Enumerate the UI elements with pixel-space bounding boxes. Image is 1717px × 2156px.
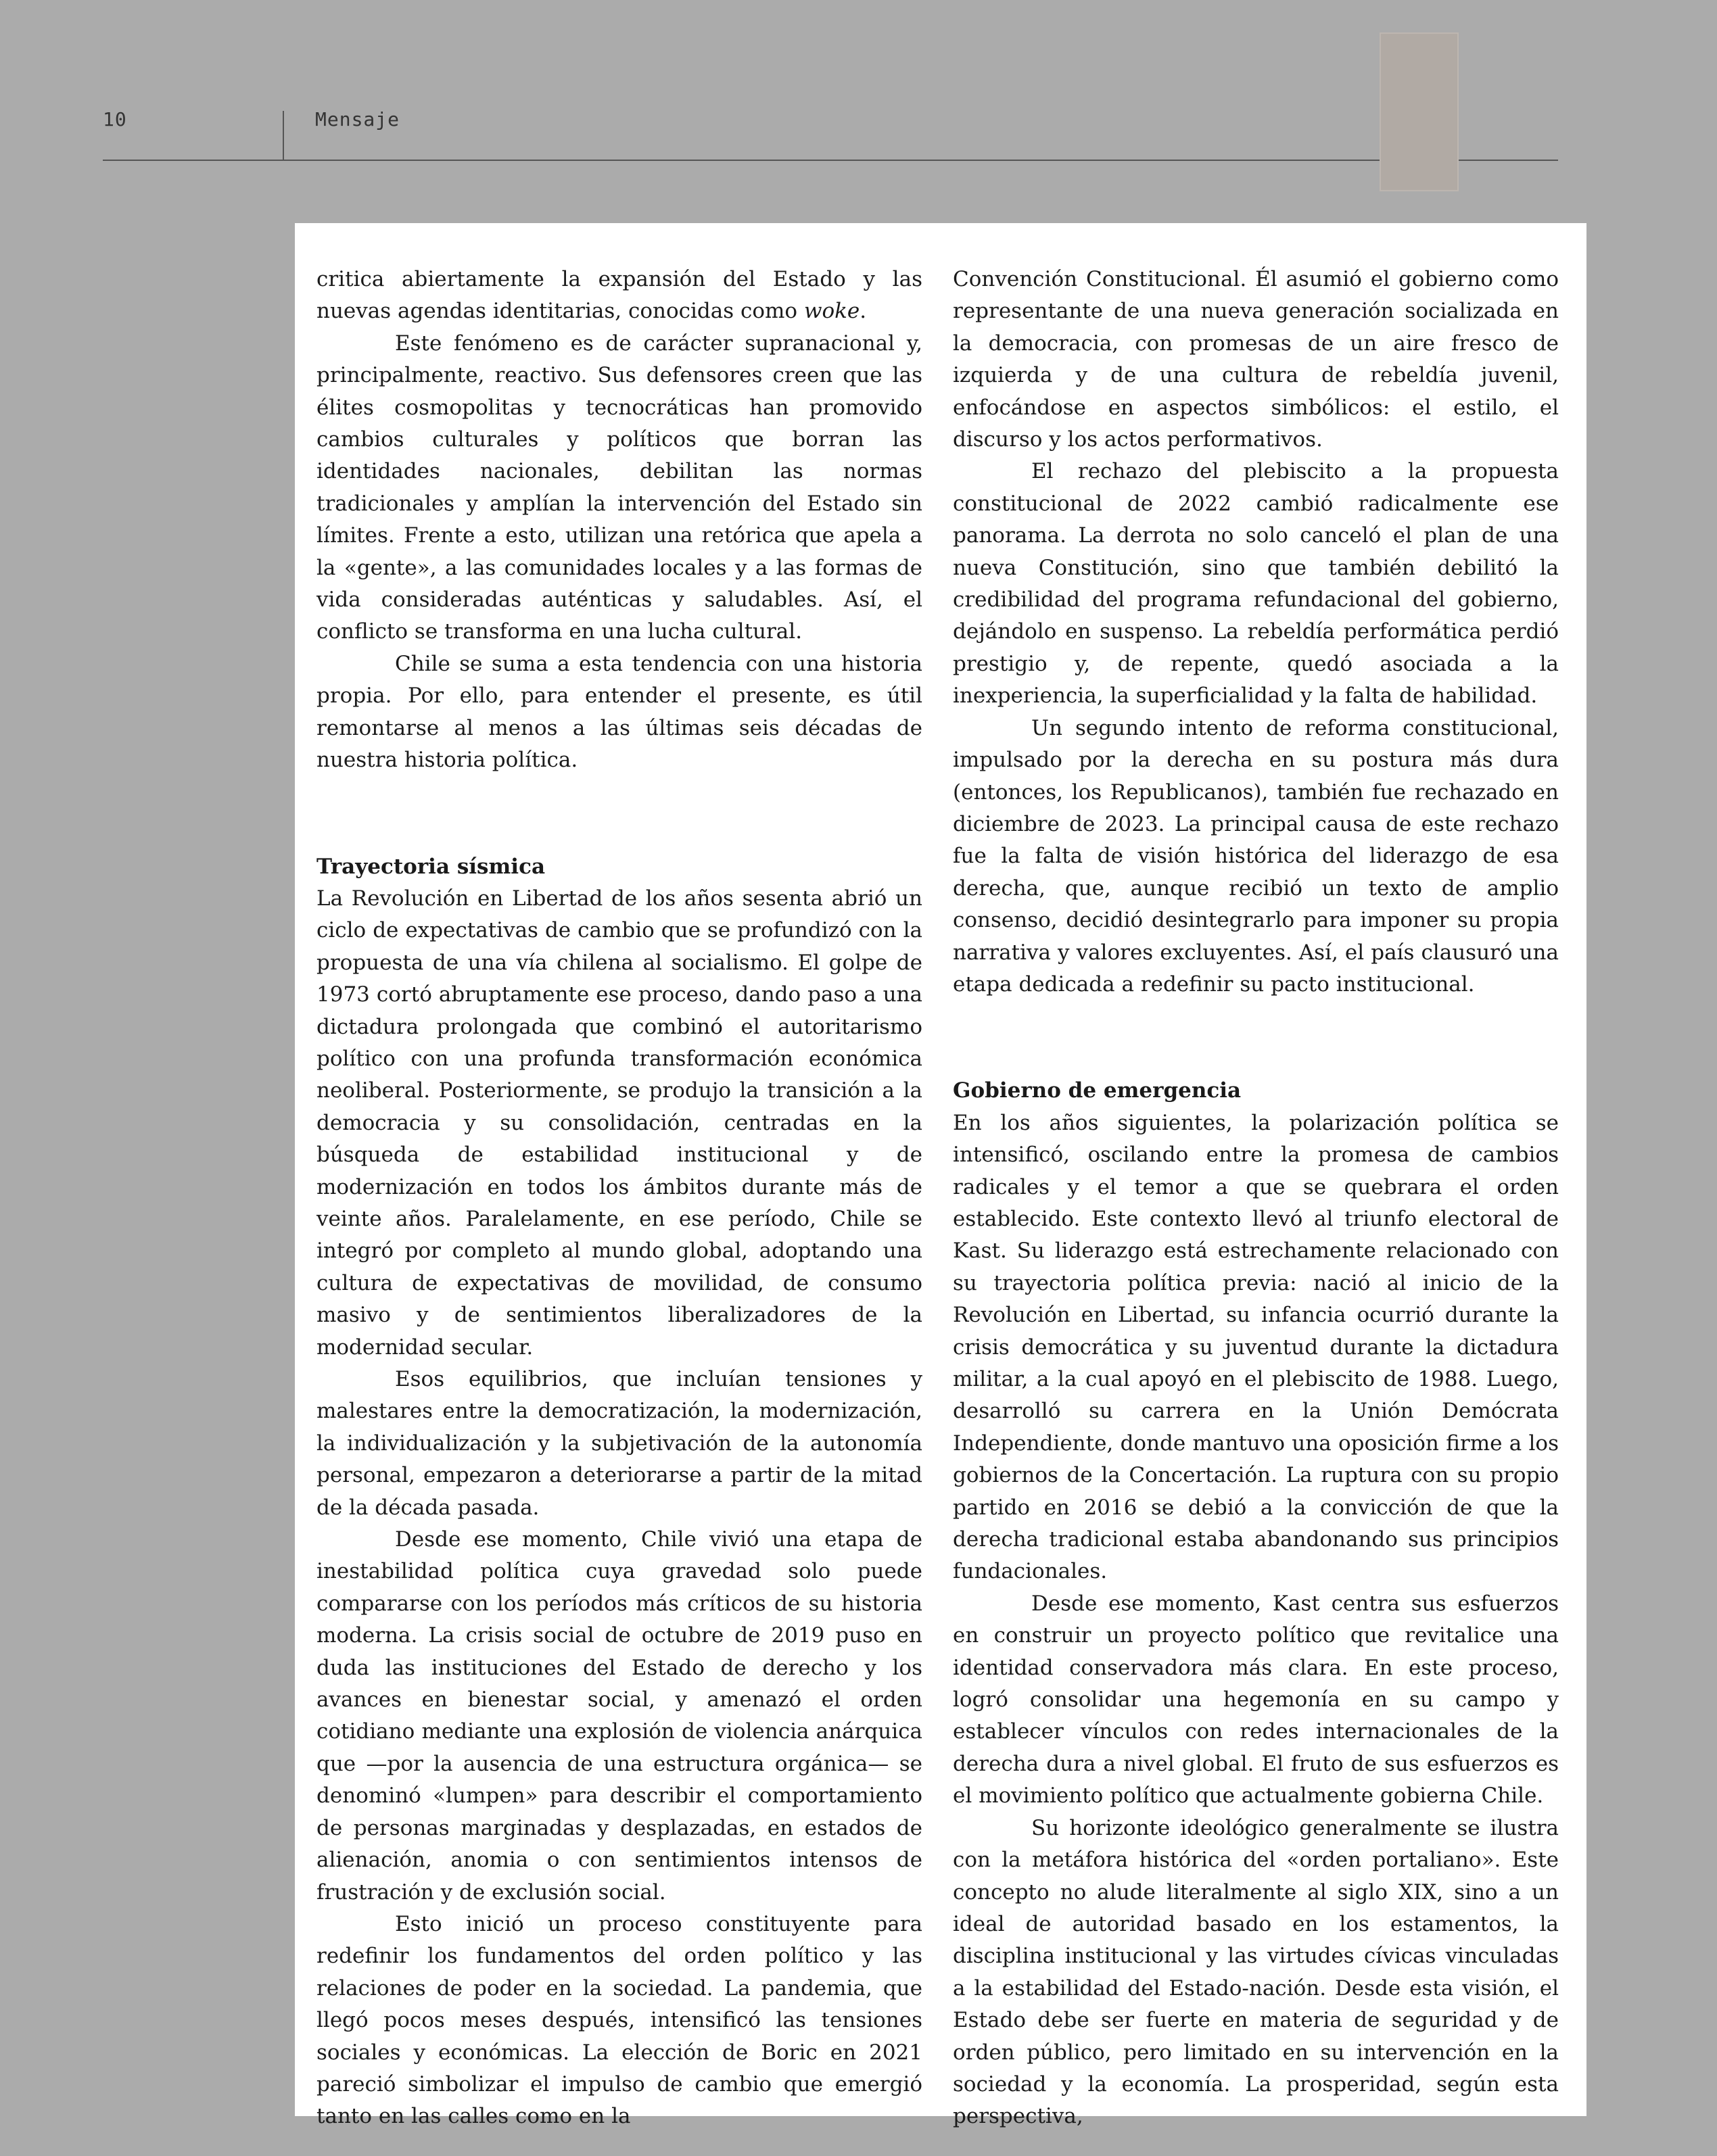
paragraph: Esto inició un proceso constituyente para redefinir los fundamentos del orden político y las relaciones de poder en la sociedad. La pandemia, que llegó pocos meses después, intensificó las tensiones sociales y económicas. La elección de Boric en 2021 pareció simbolizar el impulso de cambio que emergió tanto en las calles como en la [316, 1911, 922, 2129]
left-column [316, 264, 922, 2133]
section-heading: Trayectoria sísmica [316, 854, 546, 879]
header-rule [103, 160, 1558, 161]
paragraph: Esos equilibrios, que incluían tensiones y malestares entre la democratización, la modernización, la individualización y la subjetivación de la autonomía personal, empezaron a deteriorarse a partir de la mitad de la década pasada. [316, 1367, 922, 1520]
header-divider [283, 111, 284, 161]
paragraph: Desde ese momento, Chile vivió una etapa de inestabilidad política cuya gravedad solo puede compararse con los períodos más críticos de su historia moderna. La crisis social de octubre de 2019 puso en duda las instituciones del Estado de derecho y los avances en bienestar social, y amenazó el orden cotidiano mediante una explosión de violencia anárquica que —por la ausencia de una estructura orgánica— se denominó «lumpen» para describir el comportamiento de personas marginadas y desplazadas, en estados de alienación, anomia o con sentimientos intensos de frustración y de exclusión social. [316, 1527, 922, 1905]
paragraph: Este fenómeno es de carácter supranacional y, principalmente, reactivo. Sus defensores creen que las élites cosmopolitas y tecnocráticas han promovido cambios culturales y políticos que borran las identidades nacionales, debilitan las normas tradicionales y amplían la intervención del Estado sin límites. Frente a esto, utilizan una retórica que apela a la «gente», a las comunidades locales y a las formas de vida consideradas auténticas y saludables. Así, el conflicto se transforma en una lucha cultural. [316, 331, 922, 644]
paragraph [316, 264, 922, 328]
paragraph: En los años siguientes, la polarización política se intensificó, oscilando entre la promesa de cambios radicales y el temor a que se quebrara el orden establecido. Este contexto llevó al triunfo electoral de Kast. Su liderazgo está estrechamente relacionado con su trayectoria política previa: nació al inicio de la Revolución en Libertad, su infancia ocurrió durante la crisis democrática y su juventud durante la dictadura militar, a la cual apoyó en el plebiscito de 1988. Luego, desarrolló su carrera en la Unión Demócrata Independiente, donde mantuvo una oposición firme a los gobiernos de la Concertación. La ruptura con su propio partido en 2016 se debió a la convicción de que la derecha tradicional estaba abandonando sus principios fundacionales. [953, 1110, 1559, 1584]
paragraph-text: . [860, 299, 867, 324]
paragraph: Chile se suma a esta tendencia con una historia propia. Por ello, para entender el presente, es útil remontarse al menos a las últimas seis décadas de nuestra historia política. [316, 651, 922, 773]
article-page [295, 223, 1586, 2129]
section-name: Mensaje [315, 108, 400, 130]
paragraph: El rechazo del plebiscito a la propuesta constitucional de 2022 cambió radicalmente ese panorama. La derrota no solo canceló el plan de una nueva Constitución, sino que también debilitó la credibilidad del programa refundacional del gobierno, dejándolo en suspenso. La rebeldía performática perdió prestigio y, de repente, quedó asociada a la inexperiencia, la superficialidad y la falta de habilidad. [953, 459, 1559, 709]
paragraph: Convención Constitucional. Él asumió el gobierno como representante de una nueva generación socializada en la democracia, con promesas de un aire fresco de izquierda y de una cultura de rebeldía juvenil, enfocándose en aspectos simbólicos: el estilo, el discurso y los actos performativos. [953, 267, 1559, 452]
section-spacer [953, 1001, 1559, 1075]
paragraph: Desde ese momento, Kast centra sus esfuerzos en construir un proyecto político que revitalice una identidad conservadora más clara. En este proceso, logró consolidar una hegemonía en su campo y establecer vínculos con redes internacionales de la derecha dura a nivel global. El fruto de sus esfuerzos es el movimiento político que actualmente gobierna Chile. [953, 1591, 1559, 1808]
header-tab-marker [1380, 32, 1459, 191]
paragraph-text: critica abiertamente la expansión del Estado y las nuevas agendas identitarias, conocidas como [316, 267, 922, 324]
emphasis-text: woke [803, 299, 860, 324]
paragraph: Su horizonte ideológico generalmente se ilustra con la metáfora histórica del «orden portaliano». Este concepto no alude literalmente al siglo XIX, sino a un ideal de autoridad basado en los estamentos, la disciplina institucional y las virtudes cívicas vinculadas a la estabilidad del Estado-nación. Desde esta visión, el Estado debe ser fuerte en materia de seguridad y de orden público, pero limitado en su intervención en la sociedad y la economía. La prosperidad, según esta perspectiva, [953, 1815, 1559, 2129]
right-column [953, 264, 1559, 2133]
paragraph: La Revolución en Libertad de los años sesenta abrió un ciclo de expectativas de cambio que se profundizó con la propuesta de una vía chilena al socialismo. El golpe de 1973 cortó abruptamente ese proceso, dando paso a una dictadura prolongada que combinó el autoritarismo político con una profunda transformación económica neoliberal. Posteriormente, se produjo la transición a la democracia y su consolidación, centradas en la búsqueda de estabilidad institucional y de modernización en todos los ámbitos durante más de veinte años. Paralelamente, en ese período, Chile se integró por completo al mundo global, adoptando una cultura de expectativas de movilidad, de consumo masivo y de sentimientos liberalizadores de la modernidad secular. [316, 886, 922, 1360]
page-number: 10 [103, 108, 127, 130]
section-spacer [316, 777, 922, 851]
paragraph: Un segundo intento de reforma constitucional, impulsado por la derecha en su postura más dura (entonces, los Republicanos), también fue rechazado en diciembre de 2023. La principal causa de este rechazo fue la falta de visión histórica del liderazgo de esa derecha, que, aunque recibió un texto de amplio consenso, decidió desintegrarlo para imponer su propia narrativa y valores excluyentes. Así, el país clausuró una etapa dedicada a redefinir su pacto institucional. [953, 715, 1559, 997]
section-heading: Gobierno de emergencia [953, 1078, 1242, 1103]
